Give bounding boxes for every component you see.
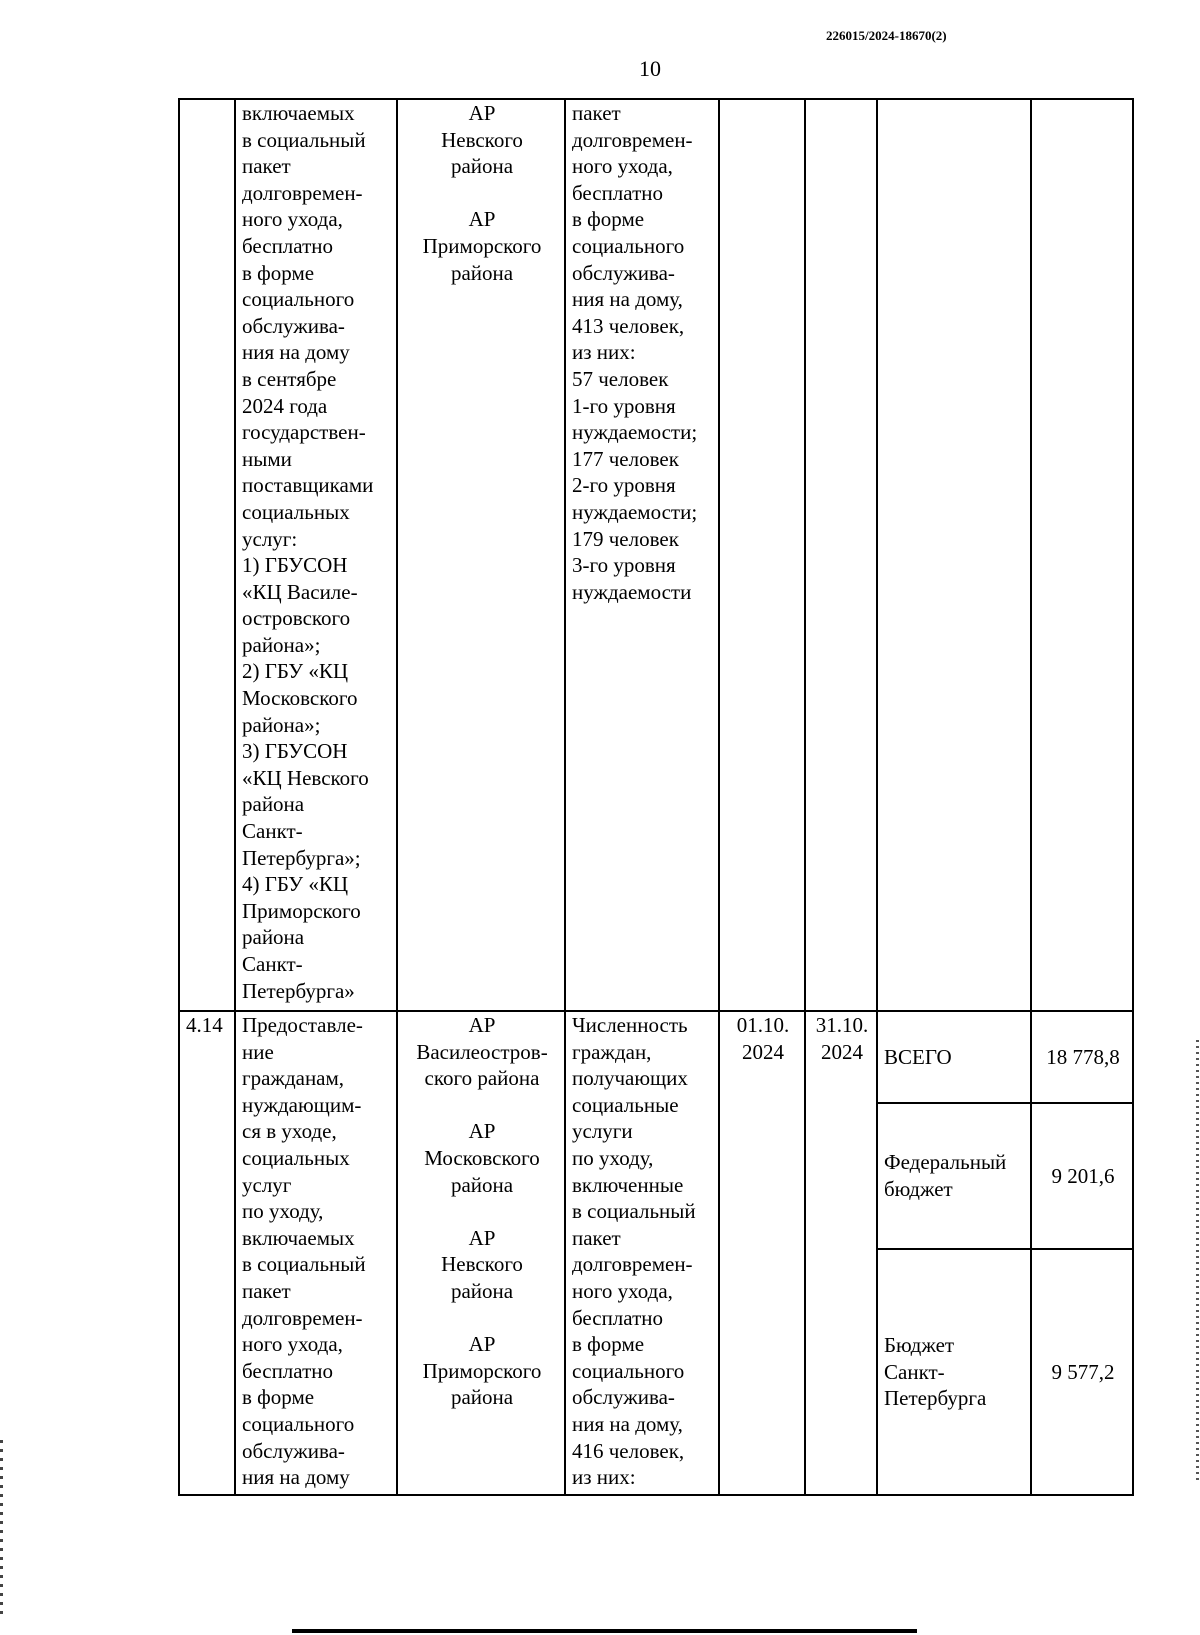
row1-name-cell: включаемых в социальный пакет долговремен- ного ухода, бесплатно в форме социального обслужива- ния на дому в сентябре 2024 года государствен- ными поставщиками социальных услуг: 1) ГБУСОН «КЦ Василе- островского района»; 2) ГБУ «КЦ Московского района»; 3) ГБУСОН «КЦ Невского района Санкт- Петербурга»; 4) ГБУ «КЦ Приморского района Санкт- Петербурга» <box>234 98 396 1010</box>
row2-num-cell: 4.14 <box>178 1010 234 1496</box>
row2-end-date-cell: 31.10. 2024 <box>804 1010 876 1496</box>
row1-result-cell: пакет долговремен- ного ухода, бесплатно в форме социального обслужива- ния на дому, 413 человек, из них: 57 человек 1-го уровня нуждаемости; 177 человек 2-го уровня нуждаемости; 179 человек 3-го уровня нуждаемости <box>564 98 718 1010</box>
row2-result-cell: Численность граждан, получающих социальные услуги по уходу, включенные в социальный пакет долговремен- ного ухода, бесплатно в форме социального обслужива- ния на дому, 416 человек, из них: <box>564 1010 718 1496</box>
funding-federal-source: Федеральный бюджет <box>876 1102 1030 1248</box>
row1-executor-cell: АР Невского района АР Приморского района <box>396 98 564 1010</box>
scan-artifact-left <box>0 1440 3 1620</box>
funding-spb-source: Бюджет Санкт- Петербурга <box>876 1248 1030 1496</box>
row1-source-cell <box>876 98 1030 1010</box>
page-bottom-rule <box>292 1629 917 1633</box>
document-id: 226015/2024-18670(2) <box>826 28 947 43</box>
page-number: 10 <box>639 56 661 81</box>
funding-total-source: ВСЕГО <box>876 1010 1030 1102</box>
funding-federal-amount: 9 201,6 <box>1030 1102 1134 1248</box>
row2-executor-cell: АР Василеостров- ского района АР Московского района АР Невского района АР Приморского района <box>396 1010 564 1496</box>
scan-artifact-right <box>1196 1040 1199 1480</box>
row2-name-cell: Предоставле- ние гражданам, нуждающим- ся в уходе, социальных услуг по уходу, включаемых в социальный пакет долговремен- ного ухода, бесплатно в форме социального обслужива- ния на дому <box>234 1010 396 1496</box>
funding-spb-amount: 9 577,2 <box>1030 1248 1134 1496</box>
row1-num-cell <box>178 98 234 1010</box>
row1-end-date-cell <box>804 98 876 1010</box>
row1-start-date-cell <box>718 98 804 1010</box>
funding-total-amount: 18 778,8 <box>1030 1010 1134 1102</box>
row1-amount-cell <box>1030 98 1134 1010</box>
row2-start-date-cell: 01.10. 2024 <box>718 1010 804 1496</box>
